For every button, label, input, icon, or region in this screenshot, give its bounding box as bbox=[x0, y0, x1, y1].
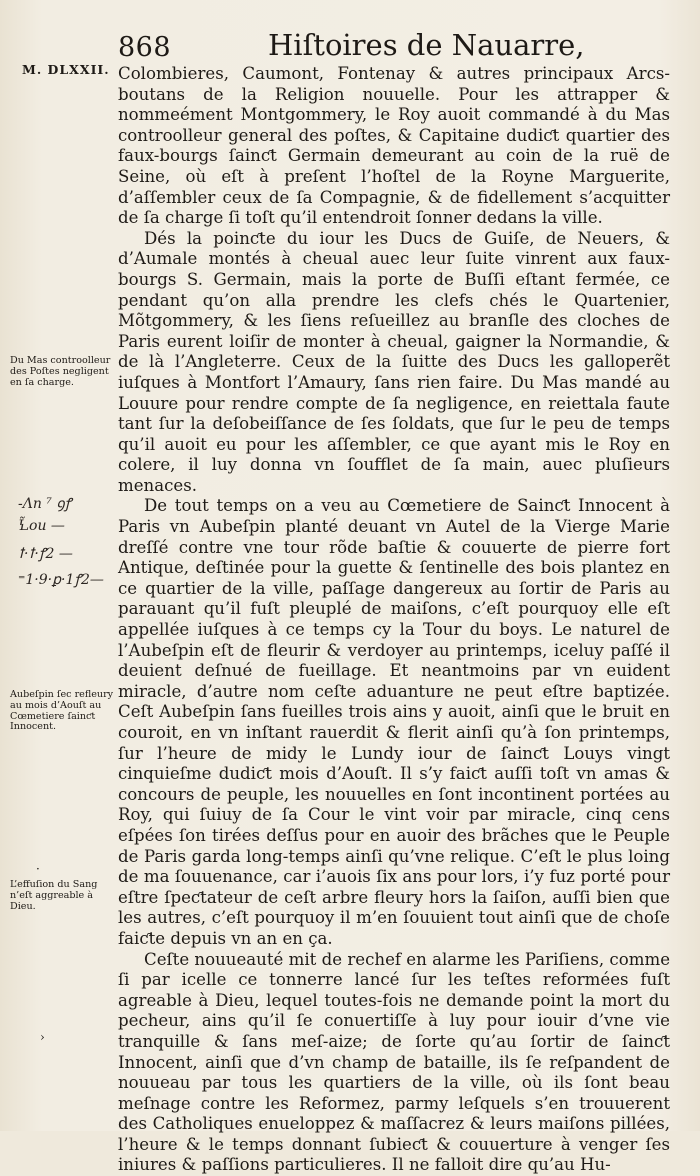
margin-mark: › bbox=[40, 1030, 45, 1044]
paragraph-1: Colombieres, Caumont, Fontenay & autres principaux Arcs-boutans de la Religion nouuelle. Pour les attrapper & nommeément Montgommery, le Roy auoit commandé à du Mas controolleur general des poſtes, & Capitaine dudiƈt quartier des faux-bourgs ſainƈt Germain demeurant au coin de la ruë de Seine, où eſt à preſent l’hoſtel de la Royne Marguerite, d’aſſembler ceux de ſa Compagnie, & de fidellement s’acquitter de ſa charge ſi toſt qu’il entendroit ſonner dedans la ville. bbox=[118, 64, 670, 228]
margin-mark: · bbox=[36, 862, 40, 876]
main-text bbox=[118, 64, 670, 1176]
margin-note-effusion: L’effuſion du Sang n’eſt aggreable à Dieu. bbox=[10, 879, 98, 912]
handwritten-note-1: -Λn ⁷ ꝯꝭ bbox=[18, 496, 72, 512]
paragraph-4: Ceſte nouueauté mit de rechef en alarme les Pariſiens, comme ſi par icelle ce tonnerre lancé ſur les teſtes reformées fuſt agreable à Dieu, lequel toutes-fois ne demande point la mort du pecheur, ains qu’il ſe conuertiſſe à luy pour iouir d’vne vie tranquille & ſans meſ-aize; de ſorte qu’au ſortir de ſainƈt Innocent, ainſi que d’vn champ de bataille, ils ſe reſpandent de nouueau par tous les quartiers de la ville, où ils ſont beau meſnage contre les Reformez, parmy leſquels s’en trouuerent des Catholiques enueloppez & maſſacrez & leurs maiſons pillées, l’heure & le temps donnant ſubieƈt & couuerture à venger ſes iniures & paſſions particulieres. Il ne falloit dire qu’au Hu- bbox=[118, 949, 671, 1175]
paragraph-2: Dés la poinƈte du iour les Ducs de Guiſe, de Neuers, & d’Aumale montés à cheual auec leur ſuite vinrent aux faux-bourgs S. Germain, mais la porte de Buſſi eſtant fermée, ce pendant qu’on alla prendre les clefs chés le Quartenier, Mõtgommery, & les ſiens reſueillez au branſle des cloches de Paris eurent loiſir de monter à cheual, gaigner la Normandie, & de là l’Angleterre. Ceux de la ſuitte des Ducs les galloperẽt iuſques à Montfort l’Amaury, ſans rien faire. Du Mas mandé au Louure pour rendre compte de ſa negligence, en reiettala faute tant ſur la deſobeiſſance de ſes ſoldats, que ſur le peu de temps qu’il auoit eu pour les aſſembler, ce que ayant mis le Roy en colere, il luy donna vn ſoufflet de ſa main, auec pluſieurs menaces. bbox=[118, 228, 670, 495]
running-title: Hiſtoires de Nauarre, bbox=[268, 28, 585, 62]
margin-note-du-mas: Du Mas controolleur des Poſtes negligent en ſa charge. bbox=[10, 355, 111, 388]
year-marginal: M. DLXXII. bbox=[22, 62, 110, 77]
paragraph-3: De tout temps on a veu au Cœmetiere de Sainƈt Innocent à Paris vn Aubeſpin planté deuant vn Autel de la Vierge Marie dreſſé contre vne tour rõde baſtie & couuerte de pierre fort Antique, deſtinée pour la guette & ſentinelle des bois plantez en ce quartier de la ville, paſſage dangereux au ſortir de Paris au parauant qu’il fuſt pleuplé de maiſons, c’eſt pourquoy elle eſt appellée iuſques à ce temps cy la Tour du boys. Le naturel de l’Aubeſpin eſt de fleurir & verdoyer au printemps, iceluy paſſé il deuient deſnué de fueillage. Et neantmoins par vn euident miracle, d’autre nom ceſte aduanture ne peut eſtre baptizée. Ceſt Aubeſpin ſans fueilles trois ains y auoit, ainſi que le bruit en couroit, en vn inſtant rauerdit & flerit ainſi qu’à ſon printemps, ſur l’heure de midy le Lundy iour de ſainƈt Louys vingt cinquieſme dudiƈt mois d’Aouſt. Il s’y faiƈt auſſi toſt vn amas & concours de peuple, les nouuelles en ſont incontinent portées au Roy, qui ſuiuy de ſa Cour le vint voir par miracle, cinq cens eſpées ſon tirées deſſus pour en auoir des brãches que le Peuple de Paris garda long-temps ainſi qu’vne relique. C’eſt le plus loing de ma ſouuenance, car i’auois ſix ans pour lors, i’y fuz porté pour eſtre ſpeƈtateur de ceſt arbre fleury hors la ſaiſon, auſſi bien que les autres, c’eſt pourquoy il m’en ſouuient tout ainſi que de choſe faiƈte depuis vn an en ça. bbox=[118, 496, 670, 948]
page-number: 868 bbox=[118, 32, 172, 63]
handwritten-note-2: Ꝇ̃ou — bbox=[18, 518, 65, 534]
handwritten-note-3: ꝉ·ꝉ·ꝭ2 — bbox=[18, 546, 73, 562]
handwritten-note-4: ⁼1·9·ꝑ·1ꝭ2— bbox=[18, 572, 104, 588]
margin-note-aubespin: Aubeſpin ſec refleury au mois d’Aouſt au Cœmetiere ſainƈt Innocent. bbox=[10, 689, 114, 733]
